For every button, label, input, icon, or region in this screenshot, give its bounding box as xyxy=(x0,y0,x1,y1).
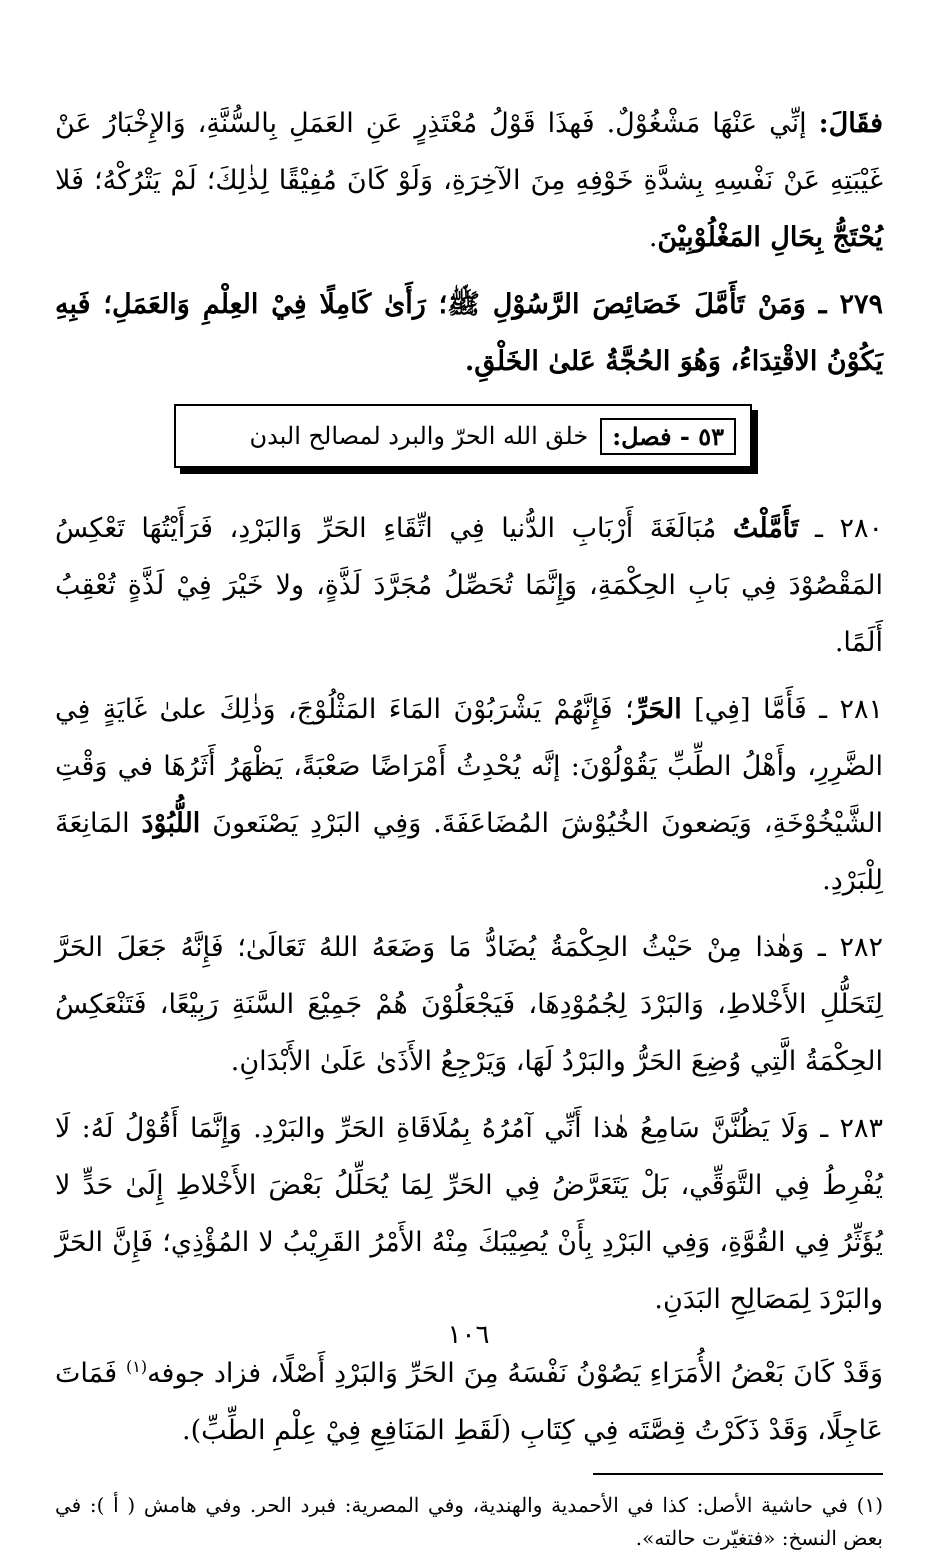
section-title: خلق الله الحرّ والبرد لمصالح البدن xyxy=(249,422,589,450)
paragraph-283: ٢٨٣ ـ وَلَا يَظُنَّنَّ سَامِعُ هٰذا أَنِّي آمُرُهُ بِمُلَاقَاةِ الحَرِّ والبَرْدِ. وَإِنَّمَا أَقُوْلُ لَهُ: لَا يُفْرِطُ فِي التَّوَقِّي، بَلْ يَتَعَرَّضُ فِي الحَرِّ لِمَا يُحَلِّلُ بَعْضَ الأَخْلاطِ إِلَىٰ حَدٍّ لا يُؤَثِّرُ فِي القُوَّةِ، وَفِي البَرْدِ بِأَنْ يُصِيْبَكَ مِنْهُ الأَمْرُ القَرِيْبُ لا المُؤْذِي؛ فَإِنَّ الحَرَّ والبَرْدَ لِمَصَالِحِ البَدَنِ. xyxy=(55,1113,883,1315)
paragraph-final xyxy=(55,1338,883,1459)
paragraph-text: مُبَالَغَةَ أَرْبَابِ الدُّنيا فِي اتِّقَاءِ الحَرِّ وَالبَرْدِ، فَرَأَيْتُهَا تَعْكِسُ المَقْصُوْدَ فِي بَابِ الحِكْمَةِ، وَإِنَّمَا تُحَصِّلُ مُجَرَّدَ لَذَّةٍ، ولا خَيْرَ فِيْ لَذَّةٍ تُعْقِبُ أَلَمًا. xyxy=(55,513,883,658)
paragraph-text: إنِّي عَنْهَا مَشْغُوْلٌ. فَهذَا قَوْلُ مُعْتَذِرٍ عَنِ العَمَلِ بِالسُّنَّةِ، وَالإِخْبَارُ عَنْ غَيْبَتِهِ عَنْ نَفْسِهِ بِشدَّةِ خَوْفِهِ مِنَ الآخِرَةِ، وَلَوْ كَانَ مُفِيْقًا لِذٰلِكَ؛ لَمْ يَتْرُكْهُ؛ فَلا xyxy=(55,108,883,196)
paragraph-text: وَقَدْ كَانَ بَعْضُ الأُمَرَاءِ يَصُوْنُ نَفْسَهُ مِنَ الحَرِّ وَالبَرْدِ أَصْلًا، فزاد جوفه xyxy=(147,1358,883,1389)
footnote-ref[interactable]: (١) xyxy=(125,1357,148,1376)
paragraph-text: فَمَاتَ عَاجِلًا، وَقَدْ ذَكَرْتُ قِصَّتَه فِي كِتَابِ (لَقَطِ المَنَافِعِ فِيْ عِلْمِ الطِّبِّ). xyxy=(55,1358,883,1446)
section-number: ٥٣ - فصل: xyxy=(600,418,736,455)
footnote: (١) في حاشية الأصل: كذا في الأحمدية والهندية، وفي المصرية: فبرد الحر. وفي هامش ( أ ): في بعض النسخ: «فتغيّرت حالته». xyxy=(55,1493,883,1550)
paragraph-number: ٢٨١ ـ xyxy=(806,694,883,725)
footnote-divider xyxy=(593,1473,883,1475)
lead-word: فقَالَ: xyxy=(818,108,883,139)
paragraph-number: ٢٨٠ ـ xyxy=(798,513,883,544)
paragraph-282: ٢٨٢ ـ وَهٰذا مِنْ حَيْثُ الحِكْمَةُ يُضَادُّ مَا وَضَعَهُ اللهُ تَعَالَىٰ؛ فَإِنَّهُ جَعَلَ الحَرَّ لِتَحَلُّلِ الأَخْلاطِ، وَالبَرْدَ لِجُمُوْدِهَا، فَيَجْعَلُوْنَ هُمْ جَمِيْعَ السَّنَةِ رَبِيْعًا، فَتَنْعَكِسُ الحِكْمَةُ الَّتِي وُضِعَ الحَرُّ والبَرْدُ لَهَا، وَيَرْجِعُ الأَذَىٰ عَلَىٰ الأَبْدَانِ. xyxy=(55,932,883,1077)
paragraph-text: فَأَمَّا [فِي] xyxy=(681,694,807,725)
paragraph-text: ؛ فَإِنَّهُمْ يَشْرَبُوْنَ المَاءَ المَثْلُوْجَ، وَذٰلِكَ علىٰ غَايَةٍ فِي الضَّرِرِ، وأَهْلُ الطِّبِّ يَقُوْلُوْنَ: إنَّه يُحْدِثُ أَمْرَاضًا صَعْبَةً، يَظْهَرُ أَثَرُهَا في وَقْتِ الشَّيْخُوْخَةِ، وَيَضعونَ الخُيُوْشَ المُضَاعَفَةَ. وَفِي البَرْدِ يَصْنَعونَ xyxy=(55,694,883,839)
paragraph-279: ٢٧٩ ـ وَمَنْ تَأَمَّلَ خَصَائِصَ الرَّسُوْلِ ﷺ؛ رَأَىٰ كَامِلًا فِيْ العِلْمِ وَالعَمَلِ؛ فَبِهِ يَكُوْنُ الاقْتِدَاءُ، وَهُوَ الحُجَّةُ عَلىٰ الخَلْقِ. xyxy=(55,289,883,377)
section-heading xyxy=(174,404,764,480)
paragraph-end: . xyxy=(648,222,658,253)
bold-phrase: يُحْتَجُّ بِحَالِ المَغْلُوْبِيْنَ xyxy=(657,222,883,253)
paragraph-continuation xyxy=(55,95,883,266)
paragraph-280 xyxy=(55,500,883,671)
section-box xyxy=(174,404,752,468)
paragraph-281 xyxy=(55,681,883,909)
paragraph-text: المَانِعَةَ لِلْبَرْدِ. xyxy=(55,808,883,896)
bold-word: اللُّبُوْدَ xyxy=(141,808,201,839)
lead-word: تَأَمَّلْتُ xyxy=(732,513,799,544)
page-number: ١٠٦ xyxy=(447,1320,490,1350)
bold-word: الحَرِّ xyxy=(633,694,682,725)
